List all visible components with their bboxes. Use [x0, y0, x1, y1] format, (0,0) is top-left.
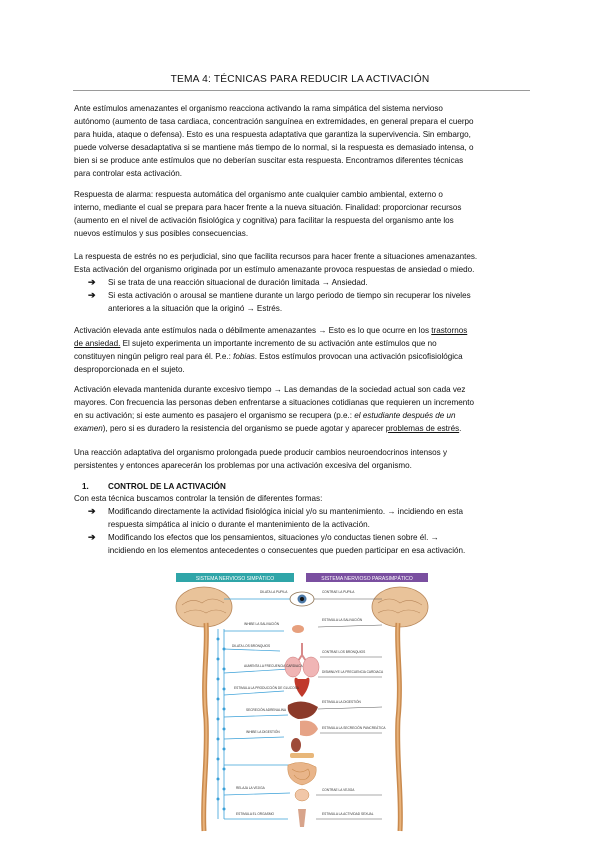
- label-dilate-pupil: DILATA LA PUPILA: [260, 590, 288, 594]
- intro-line-5: bien si se produce ante estímulos que no deberían suscitar esta respuesta. Encontramos diferentes técnicas: [74, 156, 464, 165]
- label-glucose: ESTIMULA LA PRODUCCIÓN DE GLUCOSA: [234, 686, 299, 690]
- arrow-bullet-icon: ➔: [88, 506, 96, 516]
- weak-activation-line-1: Activación elevada ante estímulos nada o débilmente amenazantes → Esto es lo que ocurre en los trastornos: [74, 326, 468, 335]
- arrow-bullet-icon: ➔: [88, 532, 96, 542]
- section-heading: CONTROL DE LA ACTIVACIÓN: [108, 482, 226, 491]
- label-contract-bladder: CONTRAE LA VEJIGA: [322, 788, 355, 792]
- intro-line-4: puede volverse desadaptativa si se mantiene más tiempo de lo normal, si la respuesta es demasiado intensa, o: [74, 143, 474, 152]
- label-increase-heart: AUMENTA LA FRECUENCIA CARDIACA: [244, 664, 303, 668]
- stress-bullet-2-line-2: anteriores a la situación que la originó → Estrés.: [108, 304, 283, 313]
- page-title: TEMA 4: TÉCNICAS PARA REDUCIR LA ACTIVACIÓN: [170, 74, 430, 85]
- sustained-activation-line-4: examen), pero si es duradero la resistencia del organismo se puede agotar y aparecer problemas de estrés.: [74, 424, 462, 433]
- section-bullet-2-line-2: incidiendo en los elementos antecedentes o consecuentes que pueden participar en esa activación.: [108, 546, 466, 555]
- stress-line-2: Esta activación del organismo originada por un estímulo amenazante provoca respuestas de ansiedad o miedo.: [74, 265, 475, 274]
- stress-bullet-2-line-1: Si esta activación o arousal se mantiene durante un largo periodo de tiempo sin recuperar los niveles: [108, 291, 471, 300]
- label-contract-pupil: CONTRAE LA PUPILA: [322, 590, 355, 594]
- arrow-bullet-icon: ➔: [88, 290, 96, 300]
- section-bullet-1-line-2: respuesta simpática al inicio o durante el mantenimiento de la activación.: [108, 520, 370, 529]
- label-contract-bronchi: CONTRAE LOS BRONQUIOS: [322, 650, 366, 654]
- intro-line-6: para controlar esta activación.: [74, 169, 182, 178]
- intro-line-2: autónomo (aumento de tasa cardiaca, concentración sanguínea en extremidades, en general prepara el cuerpo: [74, 117, 474, 126]
- arrow-bullet-icon: ➔: [88, 277, 96, 287]
- label-decrease-heart: DISMINUYE LA FRECUENCIA CARDIACA: [322, 670, 384, 674]
- label-relax-bladder: RELAJA LA VEJIGA: [236, 786, 265, 790]
- parasympathetic-header: SISTEMA NERVIOSO PARASIMPÁTICO: [321, 576, 413, 582]
- sustained-activation-line-1: Activación elevada mantenida durante excesivo tiempo → Las demandas de la sociedad actual son cada vez: [74, 385, 466, 394]
- salivary-gland-icon: [292, 625, 304, 633]
- alarm-line-1: Respuesta de alarma: respuesta automática del organismo ante cualquier cambio ambiental, externo o: [74, 190, 443, 199]
- pancreas-icon: [290, 753, 314, 758]
- chronic-line-2: persistentes y entonces aparecerán los problemas por una activación excesiva del organismo.: [74, 461, 412, 470]
- stress-line-1: La respuesta de estrés no es perjudicial, sino que facilita recursos para hacer frente a situaciones amenazantes.: [74, 252, 478, 261]
- intro-line-3: para huida, ataque o defensa). Esto es una respuesta adaptativa que garantiza la supervivencia. Sin embargo,: [74, 130, 471, 139]
- label-inhibit-digestion: INHIBE LA DIGESTIÓN: [246, 730, 280, 734]
- section-number: 1.: [82, 482, 89, 491]
- intro-line-1: Ante estímulos amenazantes el organismo reacciona activando la rama simpática del sistema nervioso: [74, 104, 443, 113]
- title-divider: [73, 90, 530, 91]
- weak-activation-line-3: constituyen ningún peligro real para él. P.e.: fobias. Estos estímulos provocan una activación psicofisiológica: [74, 352, 463, 361]
- weak-activation-line-4: desproporcionada en el sujeto.: [74, 365, 185, 374]
- label-adrenaline: SECRECIÓN ADRENALINA: [246, 708, 287, 712]
- sustained-activation-line-3: en su activación; si este aumento es pasajero el organismo se recupera (p.e.: el estudiante después de un: [74, 411, 456, 420]
- nervous-system-diagram: [172, 569, 432, 840]
- weak-activation-line-2: de ansiedad. El sujeto experimenta un importante incremento de su activación ante estímulos que no: [74, 339, 437, 348]
- stress-bullet-1: Si se trata de una reacción situacional de duración limitada → Ansiedad.: [108, 278, 368, 287]
- alarm-line-2: interno, mediante el cual se prepara para hacer frente a la nueva situación. Finalidad: proporcionar recursos: [74, 203, 462, 212]
- label-pancreatic: ESTIMULA LA SECRECIÓN PANCREÁTICA: [322, 726, 386, 730]
- label-inhibit-saliva: INHIBE LA SALIVACIÓN: [244, 622, 280, 626]
- sustained-activation-line-2: mayores. Con frecuencia las personas deben enfrentarse a situaciones cotidianas que requieren un incremento: [74, 398, 474, 407]
- section-bullet-1-line-1: Modificando directamente la actividad fisiológica inicial y/o su mantenimiento. → incidiendo en esta: [108, 507, 463, 516]
- section-bullet-2-line-1: Modificando los efectos que los pensamientos, situaciones y/o conductas tienen sobre él. →: [108, 533, 439, 542]
- kidney-icon: [291, 738, 301, 752]
- right-brain: [372, 587, 428, 627]
- label-dilate-bronchi: DILATA LOS BRONQUIOS: [232, 644, 271, 648]
- alarm-line-4: nuevos estímulos y sus posibles consecuencias.: [74, 229, 249, 238]
- chronic-line-1: Una reacción adaptativa del organismo prolongada puede producir cambios neuroendocrinos intensos y: [74, 448, 447, 457]
- label-orgasm: ESTIMULA EL ORGASMO: [236, 812, 274, 816]
- left-brain: [176, 587, 232, 627]
- sympathetic-header: SISTEMA NERVIOSO SIMPÁTICO: [195, 576, 275, 582]
- label-stimulate-digestion: ESTIMULA LA DIGESTIÓN: [322, 700, 361, 704]
- label-sexual-activity: ESTIMULA LA ACTIVIDAD SEXUAL: [322, 812, 374, 816]
- bladder-icon: [295, 789, 309, 801]
- alarm-line-3: (aumento en el nivel de activación fisiológica y cognitiva) para facilitar la respuesta del organismo ante los: [74, 216, 454, 225]
- label-stimulate-saliva: ESTIMULA LA SALIVACIÓN: [322, 618, 363, 622]
- section-intro: Con esta técnica buscamos controlar la tensión de diferentes formas:: [74, 494, 323, 503]
